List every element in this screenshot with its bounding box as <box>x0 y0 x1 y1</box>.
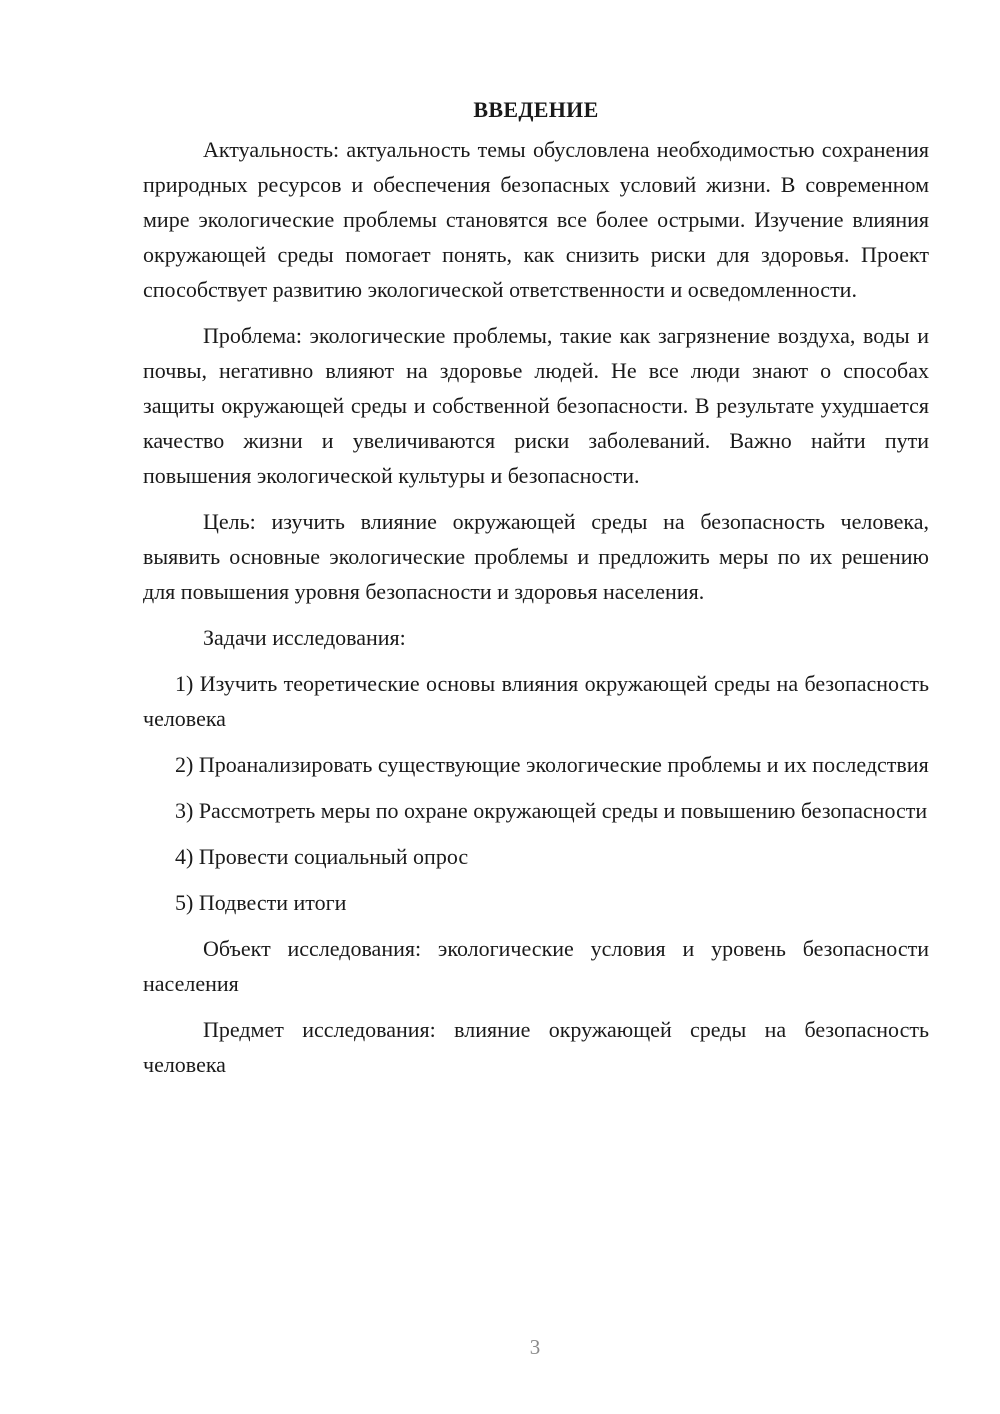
tasks-heading: Задачи исследования: <box>203 625 406 650</box>
paragraph-subject: Предмет исследования: влияние окружающей среды на безопасность человека <box>143 1017 929 1077</box>
paragraph-object: Объект исследования: экологические условия и уровень безопасности населения <box>143 936 929 996</box>
document-page <box>143 92 929 1093</box>
paragraph-relevance: Актуальность: актуальность темы обусловлена необходимостью сохранения природных ресурсов и обеспечения безопасных условий жизни. В современном мире экологические проблемы становятся все более острыми. Изучение влияния окружающей среды помогает понять, как снизить риски для здоровья. Проект способствует развитию экологической ответственности и осведомленности. <box>143 137 929 302</box>
paragraph-goal: Цель: изучить влияние окружающей среды на безопасность человека, выявить основные экологические проблемы и предложить меры по их решению для повышения уровня безопасности и здоровья населения. <box>143 509 929 604</box>
task-item: 5) Подвести итоги <box>175 890 347 915</box>
task-item: 1) Изучить теоретические основы влияния окружающей среды на безопасность человека <box>143 671 929 731</box>
task-item: 3) Рассмотреть меры по охране окружающей среды и повышению безопасности <box>175 798 928 823</box>
paragraph-problem: Проблема: экологические проблемы, такие как загрязнение воздуха, воды и почвы, негативно влияют на здоровье людей. Не все люди знают о способах защиты окружающей среды и собственной безопасности. В результате ухудшается качество жизни и увеличиваются риски заболеваний. Важно найти пути повышения экологической культуры и безопасности. <box>143 323 929 488</box>
task-item: 4) Провести социальный опрос <box>175 844 469 869</box>
page-number: 3 <box>529 1335 541 1359</box>
task-item: 2) Проанализировать существующие экологические проблемы и их последствия <box>175 752 929 777</box>
section-heading: ВВЕДЕНИЕ <box>473 97 599 122</box>
